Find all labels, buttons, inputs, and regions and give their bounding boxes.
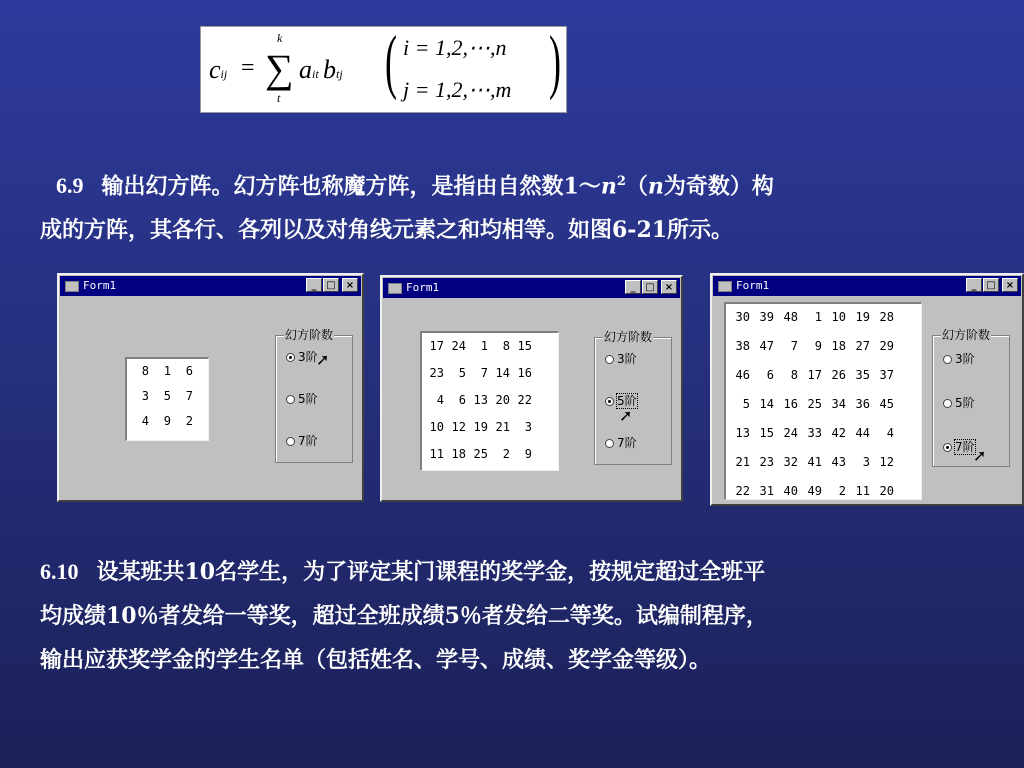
matrix-cell: 6 bbox=[458, 393, 466, 407]
matrix-row bbox=[726, 426, 915, 455]
matrix-cell: 16 bbox=[517, 366, 532, 380]
matrix-cell: 23 bbox=[759, 455, 774, 469]
matrix-cell: 11 bbox=[855, 484, 870, 498]
matrix-cell: 21 bbox=[495, 420, 510, 434]
matrix-cell: 4 bbox=[886, 426, 894, 440]
matrix-cell: 34 bbox=[831, 397, 846, 411]
formula-sigma: ∑ bbox=[265, 46, 294, 91]
matrix-cell: 5 bbox=[458, 366, 466, 380]
problem-6-9-line1: 6.9 输出幻方阵。幻方阵也称魔方阵，是指由自然数$1\sim n^2(n$为奇数）构 bbox=[56, 173, 774, 200]
matrix-cell: 40 bbox=[783, 484, 798, 498]
matrix-cell: 23 bbox=[429, 366, 444, 380]
matrix-cell: 31 bbox=[759, 484, 774, 498]
form-icon bbox=[65, 281, 79, 292]
matrix-cell: 49 bbox=[807, 484, 822, 498]
magic-square-grid bbox=[125, 357, 209, 441]
matrix-cell: 2 bbox=[502, 447, 510, 461]
matrix-row bbox=[127, 389, 202, 414]
matrix-cell: 4 bbox=[141, 414, 149, 428]
window-titlebar bbox=[383, 278, 680, 298]
matrix-cell: 9 bbox=[524, 447, 532, 461]
radio-button[interactable] bbox=[943, 443, 952, 452]
matrix-cell: 10 bbox=[831, 310, 846, 324]
matrix-cell: 28 bbox=[879, 310, 894, 324]
matrix-row bbox=[422, 393, 552, 420]
minimize-button[interactable]: _ bbox=[306, 278, 322, 292]
matrix-cell: 5 bbox=[163, 389, 171, 403]
matrix-cell: 17 bbox=[807, 368, 822, 382]
matrix-cell: 25 bbox=[807, 397, 822, 411]
matrix-cell: 1 bbox=[480, 339, 488, 353]
matrix-cell: 2 bbox=[185, 414, 193, 428]
radio-order-3[interactable]: 3阶 bbox=[943, 352, 975, 366]
order-groupbox bbox=[932, 328, 1010, 467]
radio-button[interactable] bbox=[605, 397, 614, 406]
matrix-row bbox=[422, 447, 552, 474]
form-window-5 bbox=[380, 275, 683, 502]
matrix-cell: 25 bbox=[473, 447, 488, 461]
matrix-cell: 7 bbox=[480, 366, 488, 380]
formula-c: cij bbox=[209, 55, 228, 84]
formula-sigma-bottom: t bbox=[277, 91, 281, 105]
matrix-cell: 9 bbox=[814, 339, 822, 353]
matrix-cell: 29 bbox=[879, 339, 894, 353]
matrix-cell: 19 bbox=[855, 310, 870, 324]
matrix-cell: 24 bbox=[783, 426, 798, 440]
window-titlebar bbox=[713, 276, 1021, 296]
matrix-cell: 30 bbox=[735, 310, 750, 324]
radio-button[interactable] bbox=[286, 353, 295, 362]
close-button[interactable]: × bbox=[342, 278, 358, 292]
matrix-cell: 4 bbox=[436, 393, 444, 407]
matrix-row bbox=[127, 414, 202, 439]
matrix-row bbox=[127, 364, 202, 389]
matrix-cell: 3 bbox=[862, 455, 870, 469]
matrix-cell: 15 bbox=[759, 426, 774, 440]
formula-b: btj bbox=[323, 55, 343, 84]
matrix-cell: 7 bbox=[185, 389, 193, 403]
matrix-cell: 11 bbox=[429, 447, 444, 461]
radio-order-7[interactable]: 7阶 bbox=[605, 436, 637, 450]
matrix-cell: 14 bbox=[759, 397, 774, 411]
matrix-cell: 20 bbox=[495, 393, 510, 407]
matrix-cell: 12 bbox=[879, 455, 894, 469]
magic-square-grid bbox=[724, 302, 922, 500]
matrix-row bbox=[726, 368, 915, 397]
maximize-button[interactable]: □ bbox=[642, 280, 658, 294]
formula-cond-j: j = 1,2,⋯,m bbox=[403, 77, 512, 102]
matrix-cell: 8 bbox=[141, 364, 149, 378]
minimize-button[interactable]: _ bbox=[966, 278, 982, 292]
matrix-cell: 15 bbox=[517, 339, 532, 353]
matrix-cell: 35 bbox=[855, 368, 870, 382]
matrix-cell: 18 bbox=[831, 339, 846, 353]
matrix-cell: 5 bbox=[742, 397, 750, 411]
radio-order-7[interactable]: 7阶 bbox=[286, 434, 318, 448]
radio-order-3[interactable]: 3阶 bbox=[286, 350, 318, 364]
matrix-cell: 48 bbox=[783, 310, 798, 324]
matrix-cell: 36 bbox=[855, 397, 870, 411]
matrix-cell: 20 bbox=[879, 484, 894, 498]
problem-6-9-line2: 成的方阵，其各行、各列以及对角线元素之和均相等。如图6-21所示。 bbox=[40, 217, 734, 244]
radio-button[interactable] bbox=[286, 395, 295, 404]
radio-order-5[interactable]: 5阶 bbox=[605, 394, 637, 408]
matrix-cell: 18 bbox=[451, 447, 466, 461]
window-title: Form1 bbox=[83, 279, 117, 292]
form-window-7 bbox=[710, 273, 1024, 506]
formula-paren-close: ) bbox=[549, 21, 561, 101]
matrix-row bbox=[726, 455, 915, 484]
problem-6-10-line1: 6.10 设某班共10名学生，为了评定某门课程的奖学金，按规定超过全班平 bbox=[40, 559, 766, 585]
formula-paren-open: ( bbox=[385, 21, 397, 101]
matrix-row bbox=[726, 310, 915, 339]
matrix-cell: 17 bbox=[429, 339, 444, 353]
form-icon bbox=[388, 283, 402, 294]
matrix-cell: 13 bbox=[473, 393, 488, 407]
radio-button[interactable] bbox=[943, 355, 952, 364]
order-groupbox bbox=[275, 328, 353, 463]
problem-6-10-line3: 输出应获奖学金的学生名单（包括姓名、学号、成绩、奖学金等级）。 bbox=[40, 647, 712, 673]
matrix-cell: 1 bbox=[814, 310, 822, 324]
matrix-cell: 16 bbox=[783, 397, 798, 411]
group-label: 幻方阶数 bbox=[285, 328, 334, 342]
close-button[interactable]: × bbox=[1002, 278, 1018, 292]
matrix-cell: 47 bbox=[759, 339, 774, 353]
matrix-cell: 8 bbox=[790, 368, 798, 382]
matrix-cell: 13 bbox=[735, 426, 750, 440]
formula-box bbox=[200, 21, 567, 113]
matrix-cell: 21 bbox=[735, 455, 750, 469]
radio-button[interactable] bbox=[605, 355, 614, 364]
radio-button[interactable] bbox=[286, 437, 295, 446]
matrix-cell: 10 bbox=[429, 420, 444, 434]
matrix-cell: 33 bbox=[807, 426, 822, 440]
radio-order-7[interactable]: 7阶 bbox=[943, 440, 975, 454]
matrix-cell: 26 bbox=[831, 368, 846, 382]
window-titlebar bbox=[60, 276, 361, 296]
problem-6-10-line2: 均成绩10％者发给一等奖，超过全班成绩5％者发给二等奖。试编制程序， bbox=[40, 603, 768, 629]
matrix-cell: 41 bbox=[807, 455, 822, 469]
radio-button[interactable] bbox=[943, 399, 952, 408]
matrix-cell: 46 bbox=[735, 368, 750, 382]
matrix-cell: 32 bbox=[783, 455, 798, 469]
radio-order-5[interactable]: 5阶 bbox=[286, 392, 318, 406]
matrix-cell: 43 bbox=[831, 455, 846, 469]
matrix-cell: 38 bbox=[735, 339, 750, 353]
group-label: 幻方阶数 bbox=[942, 328, 991, 342]
group-label: 幻方阶数 bbox=[604, 330, 653, 344]
window-title: Form1 bbox=[406, 281, 440, 294]
mouse-pointer-icon: ➚ bbox=[316, 350, 330, 369]
matrix-cell: 44 bbox=[855, 426, 870, 440]
matrix-cell: 3 bbox=[524, 420, 532, 434]
mouse-pointer-icon: ➚ bbox=[619, 406, 633, 425]
matrix-row bbox=[726, 397, 915, 426]
problem-6-9 bbox=[40, 160, 990, 252]
form-window-3 bbox=[57, 273, 364, 502]
matrix-cell: 2 bbox=[838, 484, 846, 498]
matrix-cell: 22 bbox=[735, 484, 750, 498]
matrix-row bbox=[422, 420, 552, 447]
close-button[interactable]: × bbox=[661, 280, 677, 294]
matrix-cell: 6 bbox=[766, 368, 774, 382]
matrix-cell: 1 bbox=[163, 364, 171, 378]
maximize-button[interactable]: □ bbox=[983, 278, 999, 292]
matrix-cell: 24 bbox=[451, 339, 466, 353]
matrix-cell: 42 bbox=[831, 426, 846, 440]
problem-6-10 bbox=[40, 550, 990, 682]
maximize-button[interactable]: □ bbox=[323, 278, 339, 292]
formula-a: ait bbox=[299, 55, 319, 84]
matrix-row bbox=[422, 366, 552, 393]
form-icon bbox=[718, 281, 732, 292]
radio-order-3[interactable]: 3阶 bbox=[605, 352, 637, 366]
matrix-row bbox=[726, 484, 915, 513]
matrix-cell: 19 bbox=[473, 420, 488, 434]
matrix-cell: 12 bbox=[451, 420, 466, 434]
matrix-cell: 45 bbox=[879, 397, 894, 411]
matrix-cell: 27 bbox=[855, 339, 870, 353]
matrix-row bbox=[726, 339, 915, 368]
radio-order-5[interactable]: 5阶 bbox=[943, 396, 975, 410]
mouse-pointer-icon: ➚ bbox=[973, 446, 987, 465]
matrix-cell: 3 bbox=[141, 389, 149, 403]
radio-button[interactable] bbox=[605, 439, 614, 448]
matrix-cell: 7 bbox=[790, 339, 798, 353]
formula-cond-i: i = 1,2,⋯,n bbox=[403, 35, 507, 60]
matrix-cell: 8 bbox=[502, 339, 510, 353]
matrix-cell: 37 bbox=[879, 368, 894, 382]
matrix-row bbox=[422, 339, 552, 366]
formula-sigma-top: k bbox=[277, 31, 283, 45]
formula-equals: = bbox=[241, 55, 255, 81]
matrix-cell: 14 bbox=[495, 366, 510, 380]
matrix-cell: 9 bbox=[163, 414, 171, 428]
window-title: Form1 bbox=[736, 279, 770, 292]
minimize-button[interactable]: _ bbox=[625, 280, 641, 294]
matrix-cell: 39 bbox=[759, 310, 774, 324]
order-groupbox bbox=[594, 330, 672, 465]
matrix-cell: 22 bbox=[517, 393, 532, 407]
magic-square-grid bbox=[420, 331, 559, 471]
matrix-cell: 6 bbox=[185, 364, 193, 378]
